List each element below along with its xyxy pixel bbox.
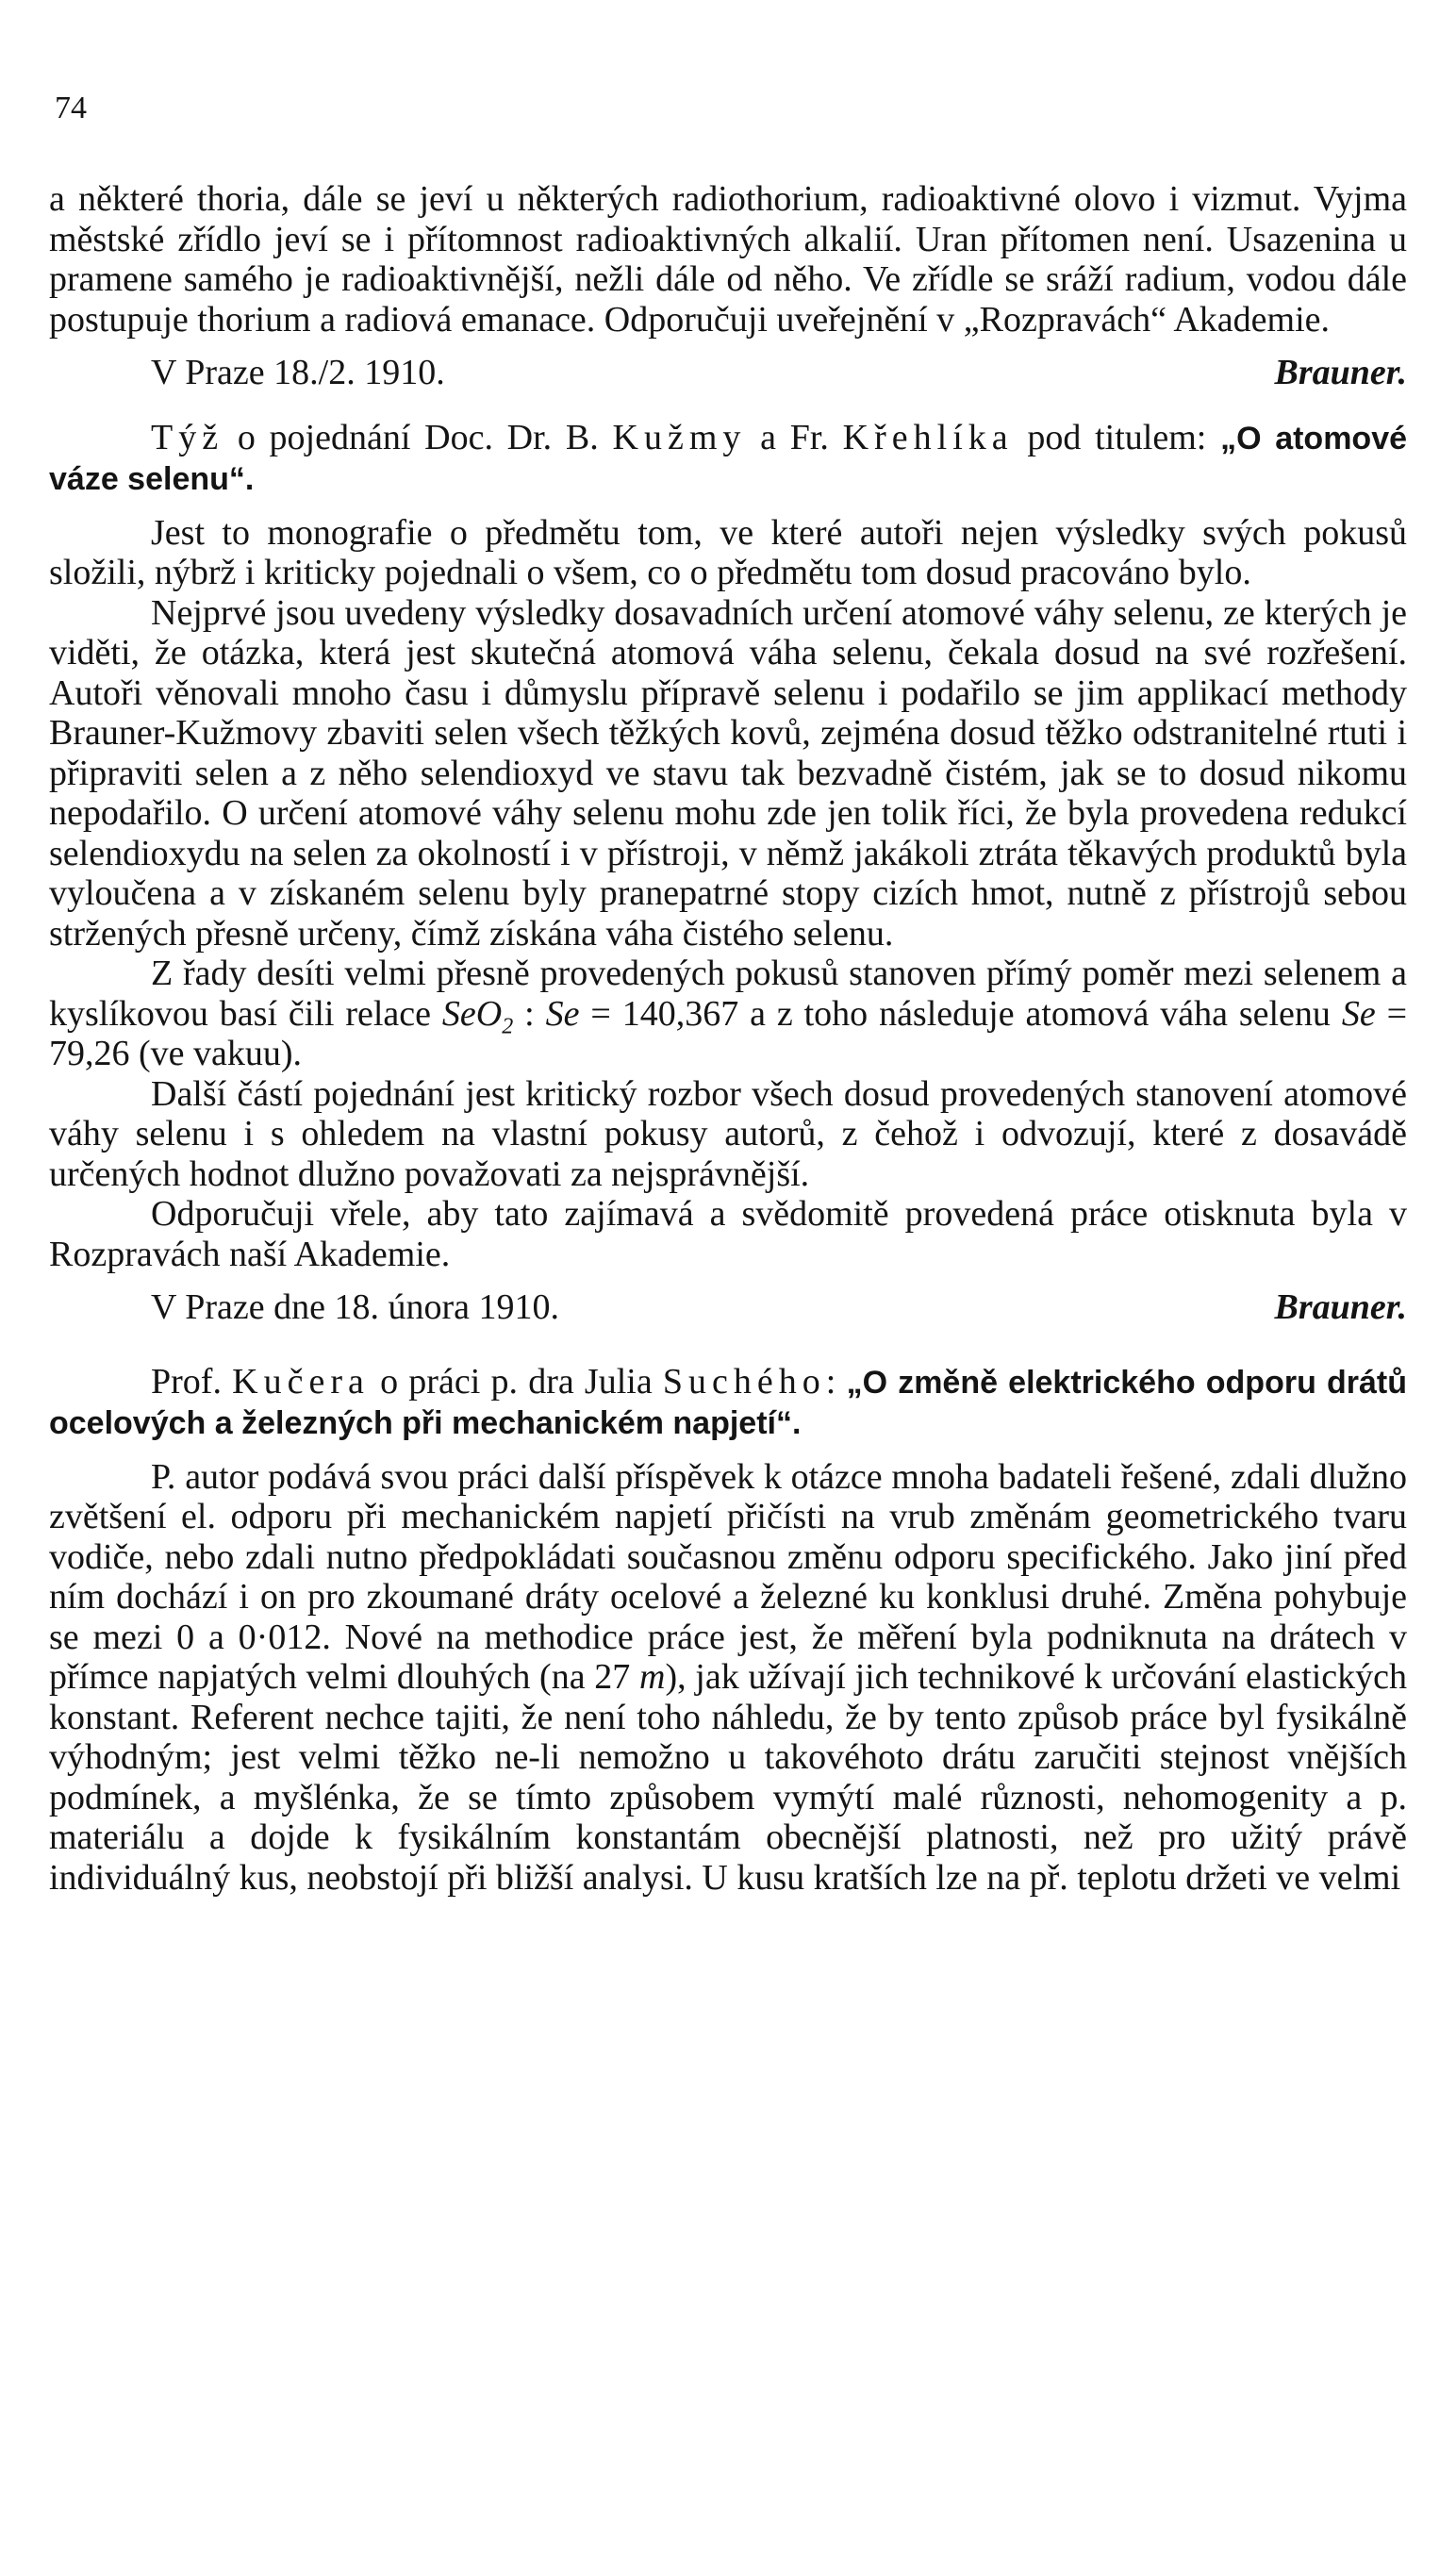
body-paragraph: Další částí pojednání jest kritický rozbor všech dosud provedených stanovení atomové váhy selenu i s ohledem na vlastní pokusy autorů, z čehož i odvozují, které z dosavádě určených hodnot dlužno považovati za nejsprávnější.: [49, 1073, 1407, 1194]
ratio-value: = 140,367: [579, 993, 739, 1034]
ratio-paragraph: [49, 954, 1407, 1074]
report-heading: [49, 418, 1407, 500]
signature-line-1: [49, 353, 1407, 393]
formula-part: SeO: [441, 993, 503, 1034]
body-paragraph: Nejprvé jsou uvedeny výsledky dosavadních určení atomové váhy selenu, ze kterých je viděti, že otázka, která jest skutečná atomová váha selenu, čekala dosud na své rozřešení. Autoři věnovali mnoho času i důmyslu přípravě selenu i podařilo se jim applikací methody Brauner-Kužmovy zbaviti selen všech těžkých kovů, zejména dosud těžko odstranitelné rtuti i připraviti selen a z něho selendioxyd ve stavu tak bezvadně čistém, jak se to dosud nikomu nepodařilo. O určení atomové váhy selenu mohu zde jen tolik říci, že byla provedena redukcí selendioxydu na selen za okolností i v přístroji, v němž jakákoli ztráta těkavých produktů byla vyloučena a v získaném selenu byly pranepatrné stopy cizích hmot, nutně z přístrojů sebou stržených přesně určeny, čímž získána váha čistého selenu.: [49, 592, 1407, 954]
body-paragraph: [49, 1457, 1407, 1899]
page-number: 74: [55, 91, 87, 125]
body-paragraph: Jest to monografie o předmětu tom, ve které autoři nejen výsledky svých pokusů složili, nýbrž i kriticky pojednali o všem, co o předmětu tom dosud pracováno bylo.: [49, 512, 1407, 592]
heading-text: o pojednání Doc. Dr. B.: [223, 417, 613, 457]
heading-text: Prof.: [151, 1361, 233, 1402]
atomic-symbol: Se: [1341, 993, 1376, 1034]
signature-place-date: V Praze 18./2. 1910.: [151, 353, 445, 392]
reviewer-name: Týž: [151, 417, 224, 457]
paragraph-text: a z toho následuje atomová váha selenu: [738, 993, 1342, 1034]
atomic-weight-value: = 79,26: [49, 993, 1408, 1073]
paragraph-text: ), jak užívají jich technikové k určování elastických konstant. Referent nechce tajiti, že není toho náhledu, že by tento způsob práce byl fysikálně výhodným; jest velmi těžko ne-li nemožno u takovéhoto drátu zaručiti stejnost vnějších podmínek, a myšlénka, že se tímto způsobem vymýtí malé různosti, nehomogenity a p. materiálu a dojde k fysikálním konstantám obecnější platnosti, než pro užitý právě individuálný kus, neobstojí při bližší analysi. U kusu kratších lze na př. teplotu držeti ve velmi: [49, 1657, 1407, 1898]
body-paragraph: Odporučuji vřele, aby tato zajímavá a svědomitě provedená práce otisknuta byla v Rozpravách naší Akademie.: [49, 1194, 1407, 1274]
paragraph-text: P. autor podává svou práci další příspěvek k otázce mnoha badateli řešené, zdali dlužno zvětšení el. odporu při mechanickém napjetí přičísti na vrub změnám geometrického tvaru vodiče, nebo zdali nutno předpokládati současnou změnu odporu specifického. Jako jiní před ním dochází i on pro zkoumané dráty ocelové a železné ku konklusi druhé. Změna pohybuje se mezi 0 a 0·012. Nové na methodice práce jest, že měření byla podniknuta na drátech v přímce napjatých velmi dlouhých (na 27: [49, 1456, 1407, 1697]
report-heading: [49, 1362, 1407, 1444]
unit-symbol: m: [638, 1657, 666, 1697]
work-title: „O atomové váze selenu“.: [49, 420, 1408, 497]
formula-part: Se: [545, 993, 580, 1034]
paragraph-text: (ve vakuu).: [129, 1034, 303, 1073]
intro-paragraph: a některé thoria, dále se jeví u některých radiothorium, radioaktivné olovo i vizmut. Vyjma městské zřídlo jeví se i přítomnost radioaktivných alkalií. Uran přítomen není. Usazenina u pramene samého je radioaktivnější, nežli dále od něho. Ve zřídle se sráží radium, vodou dále postupuje thorium a radiová emanace. Odporučuji uveřejnění v „Rozpravách“ Akademie.: [49, 179, 1407, 340]
formula-part: :: [513, 993, 546, 1034]
heading-text: pod titulem:: [1013, 417, 1221, 457]
signature-name: Brauner.: [1274, 1287, 1407, 1327]
formula-subscript: 2: [502, 1014, 514, 1039]
author-name: Křehlíka: [842, 417, 1014, 457]
reviewer-name: Kučera: [232, 1361, 370, 1402]
author-name: Suchého: [662, 1361, 826, 1402]
heading-text: :: [825, 1361, 847, 1402]
heading-text: a Fr.: [746, 417, 843, 457]
page-content: [49, 179, 1407, 1898]
heading-text: o práci p. dra Julia: [369, 1361, 663, 1402]
formula-seo2: [441, 993, 514, 1039]
signature-place-date: V Praze dne 18. února 1910.: [151, 1287, 560, 1327]
work-title: „O změně elektrického odporu drátů ocelových a železných při mechanickém napjetí“.: [49, 1364, 1408, 1441]
signature-line-2: [49, 1287, 1407, 1328]
author-name: Kužmy: [612, 417, 747, 457]
signature-name: Brauner.: [1274, 353, 1407, 392]
paragraph-text: Z řady desíti velmi přesně provedených pokusů stanoven přímý poměr mezi selenem a kyslíkovou basí čili relace: [49, 954, 1407, 1034]
